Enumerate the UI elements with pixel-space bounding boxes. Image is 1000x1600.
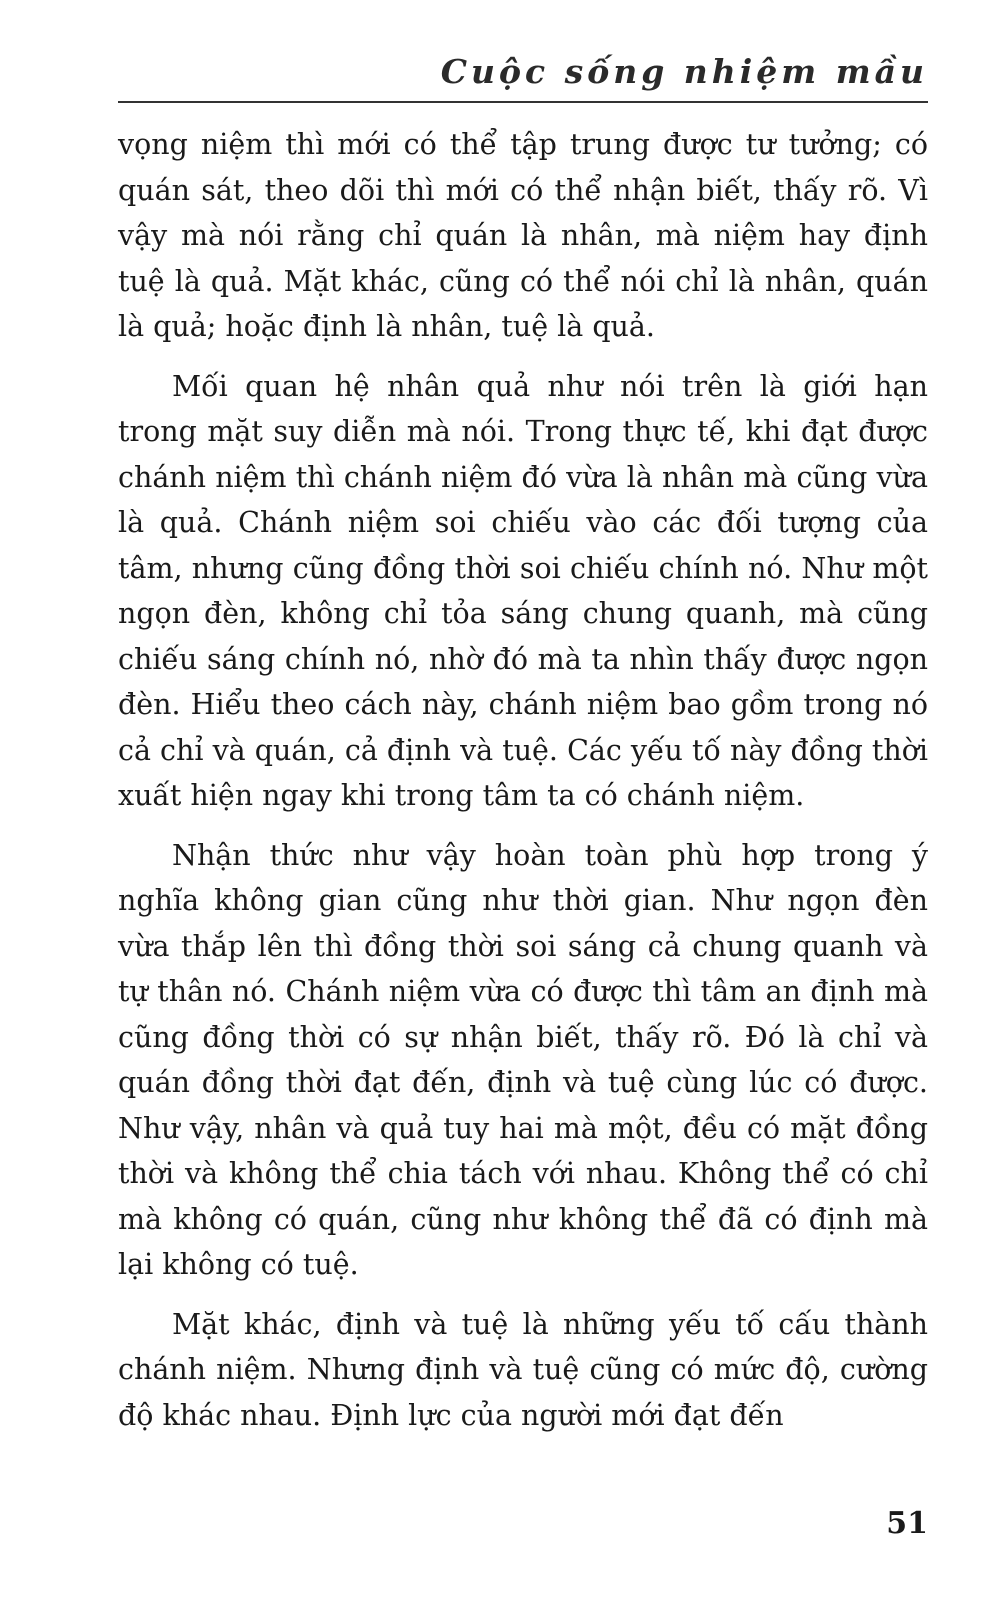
paragraph-4: Mặt khác, định và tuệ là những yếu tố cấu thành chánh niệm. Nhưng định và tuệ cũng có mức độ, cường độ khác nhau. Định lực của người mới đạt đến (118, 1307, 928, 1432)
header-rule (118, 101, 928, 103)
body-text (118, 122, 928, 1438)
page-number: 51 (886, 1506, 928, 1541)
paragraph-1: vọng niệm thì mới có thể tập trung được tư tưởng; có quán sát, theo dõi thì mới có thể nhận biết, thấy rõ. Vì vậy mà nói rằng chỉ quán là nhân, mà niệm hay định tuệ là quả. Mặt khác, cũng có thể nói chỉ là nhân, quán là quả; hoặc định là nhân, tuệ là quả. (118, 128, 928, 343)
running-header: Cuộc sống nhiệm mầu (440, 52, 928, 91)
paragraph-3: Nhận thức như vậy hoàn toàn phù hợp trong ý nghĩa không gian cũng như thời gian. Như ngọn đèn vừa thắp lên thì đồng thời soi sáng cả chung quanh và tự thân nó. Chánh niệm vừa có được thì tâm an định mà cũng đồng thời có sự nhận biết, thấy rõ. Đó là chỉ và quán đồng thời đạt đến, định và tuệ cùng lúc có được. Như vậy, nhân và quả tuy hai mà một, đều có mặt đồng thời và không thể chia tách với nhau. Không thể có chỉ mà không có quán, cũng như không thể đã có định mà lại không có tuệ. (118, 838, 928, 1281)
paragraph-2: Mối quan hệ nhân quả như nói trên là giới hạn trong mặt suy diễn mà nói. Trong thực tế, khi đạt được chánh niệm thì chánh niệm đó vừa là nhân mà cũng vừa là quả. Chánh niệm soi chiếu vào các đối tượng của tâm, nhưng cũng đồng thời soi chiếu chính nó. Như một ngọn đèn, không chỉ tỏa sáng chung quanh, mà cũng chiếu sáng chính nó, nhờ đó mà ta nhìn thấy được ngọn đèn. Hiểu theo cách này, chánh niệm bao gồm trong nó cả chỉ và quán, cả định và tuệ. Các yếu tố này đồng thời xuất hiện ngay khi trong tâm ta có chánh niệm. (118, 369, 928, 812)
